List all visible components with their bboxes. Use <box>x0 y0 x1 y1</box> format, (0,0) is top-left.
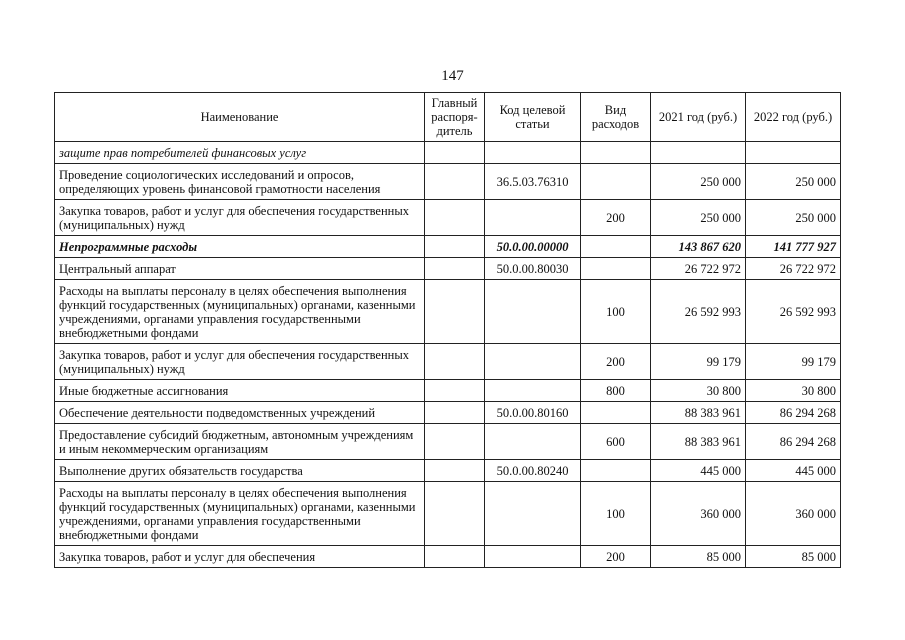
cell-2022: 85 000 <box>746 546 841 568</box>
cell-2021: 143 867 620 <box>651 236 746 258</box>
cell-vid: 200 <box>581 546 651 568</box>
cell-grbs <box>425 546 485 568</box>
cell-2022: 86 294 268 <box>746 402 841 424</box>
page-number: 147 <box>441 68 464 84</box>
header-name: Наименование <box>55 93 425 142</box>
cell-code: 36.5.03.76310 <box>485 164 581 200</box>
cell-code <box>485 344 581 380</box>
cell-code <box>485 200 581 236</box>
cell-2022: 30 800 <box>746 380 841 402</box>
table-row <box>55 258 841 280</box>
cell-grbs <box>425 344 485 380</box>
cell-vid <box>581 460 651 482</box>
cell-2021 <box>651 142 746 164</box>
table-row <box>55 344 841 380</box>
table-row <box>55 402 841 424</box>
cell-grbs <box>425 258 485 280</box>
cell-code <box>485 482 581 546</box>
cell-name: Иные бюджетные ассигнования <box>55 380 425 402</box>
cell-vid: 200 <box>581 200 651 236</box>
cell-grbs <box>425 482 485 546</box>
cell-grbs <box>425 380 485 402</box>
header-grbs: Главный распоря-дитель <box>425 93 485 142</box>
cell-2021: 250 000 <box>651 164 746 200</box>
cell-2022: 250 000 <box>746 200 841 236</box>
cell-2022: 26 722 972 <box>746 258 841 280</box>
cell-code: 50.0.00.00000 <box>485 236 581 258</box>
cell-grbs <box>425 200 485 236</box>
header-code: Код целевой статьи <box>485 93 581 142</box>
cell-vid <box>581 236 651 258</box>
cell-name: Проведение социологических исследований и опросов, определяющих уровень финансовой грамотности населения <box>55 164 425 200</box>
cell-grbs <box>425 424 485 460</box>
cell-2022 <box>746 142 841 164</box>
cell-name: Предоставление субсидий бюджетным, автономным учреждениям и иным некоммерческим организациям <box>55 424 425 460</box>
cell-vid: 100 <box>581 280 651 344</box>
cell-name: Центральный аппарат <box>55 258 425 280</box>
cell-2022: 250 000 <box>746 164 841 200</box>
cell-vid: 100 <box>581 482 651 546</box>
cell-code <box>485 142 581 164</box>
table-row <box>55 380 841 402</box>
cell-name: Расходы на выплаты персоналу в целях обеспечения выполнения функций государственных (муниципальных) органами, казенными учреждениями, органами управления государственными внебюджетными фондами <box>55 280 425 344</box>
cell-vid: 800 <box>581 380 651 402</box>
cell-2021: 88 383 961 <box>651 424 746 460</box>
table-row <box>55 460 841 482</box>
cell-code <box>485 380 581 402</box>
cell-2022: 26 592 993 <box>746 280 841 344</box>
cell-grbs <box>425 460 485 482</box>
table-body <box>55 142 841 568</box>
cell-name: Закупка товаров, работ и услуг для обеспечения государственных (муниципальных) нужд <box>55 344 425 380</box>
table-row <box>55 546 841 568</box>
cell-name: Непрограммные расходы <box>55 236 425 258</box>
cell-name: защите прав потребителей финансовых услуг <box>55 142 425 164</box>
table-row <box>55 142 841 164</box>
cell-2021: 445 000 <box>651 460 746 482</box>
cell-2022: 141 777 927 <box>746 236 841 258</box>
cell-2022: 445 000 <box>746 460 841 482</box>
cell-grbs <box>425 236 485 258</box>
budget-table <box>54 92 841 568</box>
cell-name: Закупка товаров, работ и услуг для обеспечения государственных (муниципальных) нужд <box>55 200 425 236</box>
cell-name: Расходы на выплаты персоналу в целях обеспечения выполнения функций государственных (муниципальных) органами, казенными учреждениями, органами управления государственными внебюджетными фондами <box>55 482 425 546</box>
cell-name: Выполнение других обязательств государства <box>55 460 425 482</box>
header-vid: Вид расходов <box>581 93 651 142</box>
cell-2022: 360 000 <box>746 482 841 546</box>
cell-2021: 30 800 <box>651 380 746 402</box>
table-row <box>55 164 841 200</box>
cell-code <box>485 280 581 344</box>
cell-vid <box>581 142 651 164</box>
table-row <box>55 424 841 460</box>
cell-2021: 88 383 961 <box>651 402 746 424</box>
table-row <box>55 236 841 258</box>
cell-grbs <box>425 402 485 424</box>
cell-name: Обеспечение деятельности подведомственных учреждений <box>55 402 425 424</box>
cell-2021: 26 592 993 <box>651 280 746 344</box>
cell-grbs <box>425 164 485 200</box>
table-row <box>55 280 841 344</box>
cell-code <box>485 424 581 460</box>
cell-2021: 26 722 972 <box>651 258 746 280</box>
header-2021: 2021 год (руб.) <box>651 93 746 142</box>
cell-2021: 360 000 <box>651 482 746 546</box>
table-row <box>55 482 841 546</box>
cell-name: Закупка товаров, работ и услуг для обеспечения <box>55 546 425 568</box>
cell-2021: 250 000 <box>651 200 746 236</box>
cell-code: 50.0.00.80240 <box>485 460 581 482</box>
cell-vid: 600 <box>581 424 651 460</box>
cell-vid <box>581 402 651 424</box>
cell-code: 50.0.00.80160 <box>485 402 581 424</box>
cell-2021: 85 000 <box>651 546 746 568</box>
cell-vid <box>581 164 651 200</box>
cell-vid: 200 <box>581 344 651 380</box>
cell-vid <box>581 258 651 280</box>
cell-2022: 86 294 268 <box>746 424 841 460</box>
cell-grbs <box>425 280 485 344</box>
cell-code: 50.0.00.80030 <box>485 258 581 280</box>
cell-code <box>485 546 581 568</box>
cell-2021: 99 179 <box>651 344 746 380</box>
table-row <box>55 200 841 236</box>
table-header-row <box>55 93 841 142</box>
cell-2022: 99 179 <box>746 344 841 380</box>
header-2022: 2022 год (руб.) <box>746 93 841 142</box>
cell-grbs <box>425 142 485 164</box>
